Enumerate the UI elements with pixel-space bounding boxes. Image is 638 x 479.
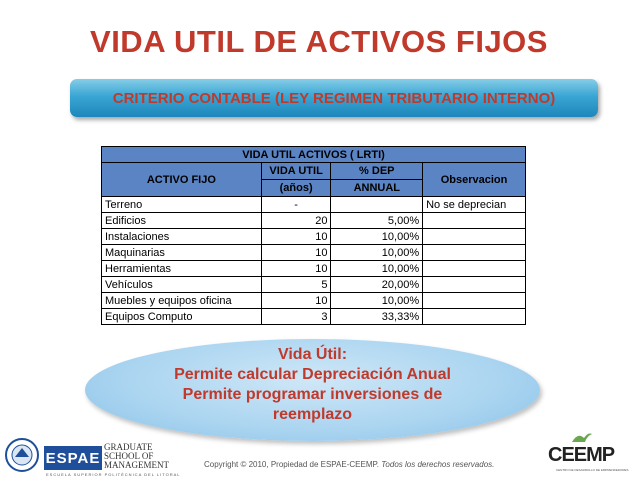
gsm-line-3: MANAGEMENT bbox=[104, 460, 169, 470]
table-row bbox=[102, 293, 526, 309]
table-row bbox=[102, 277, 526, 293]
cell-obs bbox=[423, 213, 526, 229]
cell-obs bbox=[423, 309, 526, 325]
ceemp-sub-text: CENTRO DE DESARROLLO DE EMPRENDEDORES bbox=[556, 468, 629, 472]
banner-text: CRITERIO CONTABLE (LEY REGIMEN TRIBUTARIO INTERNO) bbox=[112, 89, 556, 107]
cell-obs: No se deprecian bbox=[423, 197, 526, 213]
gsm-logo bbox=[104, 443, 169, 470]
table-row bbox=[102, 213, 526, 229]
cell-vida: 5 bbox=[261, 277, 331, 293]
espae-sub-text: ESCUELA SUPERIOR POLITÉCNICA DEL LITORAL bbox=[46, 472, 181, 477]
footer-copyright bbox=[204, 460, 494, 469]
cell-activo: Muebles y equipos oficina bbox=[102, 293, 262, 309]
table-row bbox=[102, 261, 526, 277]
header-vida-2: (años) bbox=[261, 180, 331, 197]
table-row bbox=[102, 309, 526, 325]
cell-dep: 10,00% bbox=[331, 229, 423, 245]
cell-activo: Instalaciones bbox=[102, 229, 262, 245]
ceemp-logo: CEEMP bbox=[548, 444, 615, 466]
cell-dep: 10,00% bbox=[331, 245, 423, 261]
table-row bbox=[102, 197, 526, 213]
table-title: VIDA UTIL ACTIVOS ( LRTI) bbox=[102, 147, 526, 163]
cell-dep: 33,33% bbox=[331, 309, 423, 325]
callout-text bbox=[85, 345, 540, 425]
slide-title: VIDA UTIL DE ACTIVOS FIJOS bbox=[90, 24, 548, 59]
callout-heading: Vida Útil: bbox=[277, 346, 348, 363]
cell-activo: Vehículos bbox=[102, 277, 262, 293]
gsm-line-2: SCHOOL OF bbox=[104, 451, 154, 461]
cell-vida: 3 bbox=[261, 309, 331, 325]
cell-dep: 5,00% bbox=[331, 213, 423, 229]
useful-life-table bbox=[101, 146, 526, 325]
cell-activo: Maquinarias bbox=[102, 245, 262, 261]
header-dep-1: % DEP bbox=[331, 163, 423, 180]
cell-activo: Edificios bbox=[102, 213, 262, 229]
cell-obs bbox=[423, 293, 526, 309]
cell-vida: 10 bbox=[261, 293, 331, 309]
espol-seal-icon bbox=[5, 438, 39, 472]
cell-vida: - bbox=[261, 197, 331, 213]
cell-obs bbox=[423, 229, 526, 245]
criteria-banner bbox=[70, 79, 598, 117]
cell-vida: 10 bbox=[261, 261, 331, 277]
cell-vida: 20 bbox=[261, 213, 331, 229]
header-dep-2: ANNUAL bbox=[331, 180, 423, 197]
cell-activo: Equipos Computo bbox=[102, 309, 262, 325]
header-activo: ACTIVO FIJO bbox=[102, 163, 262, 197]
table-row bbox=[102, 229, 526, 245]
cell-obs bbox=[423, 245, 526, 261]
cell-vida: 10 bbox=[261, 229, 331, 245]
callout-line-1: Permite calcular Depreciación Anual bbox=[174, 366, 451, 383]
cell-activo: Terreno bbox=[102, 197, 262, 213]
callout-line-2: Permite programar inversiones de bbox=[182, 386, 443, 403]
cell-vida: 10 bbox=[261, 245, 331, 261]
callout-line-3: reemplazo bbox=[272, 406, 353, 423]
cell-dep: 10,00% bbox=[331, 261, 423, 277]
cell-dep: 20,00% bbox=[331, 277, 423, 293]
table-row bbox=[102, 245, 526, 261]
rights-text: Todos los derechos reservados. bbox=[381, 460, 495, 469]
cell-obs bbox=[423, 261, 526, 277]
cell-dep: 10,00% bbox=[331, 293, 423, 309]
espae-logo bbox=[44, 446, 102, 470]
cell-activo: Herramientas bbox=[102, 261, 262, 277]
espae-logo-text: ESPAE bbox=[45, 449, 101, 467]
header-vida-1: VIDA UTIL bbox=[261, 163, 331, 180]
cell-dep bbox=[331, 197, 423, 213]
cell-obs bbox=[423, 277, 526, 293]
header-obs: Observacion bbox=[423, 163, 526, 197]
copyright-text: Copyright © 2010, Propiedad de ESPAE-CEEMP. bbox=[204, 460, 380, 469]
gsm-line-1: GRADUATE bbox=[104, 442, 153, 452]
